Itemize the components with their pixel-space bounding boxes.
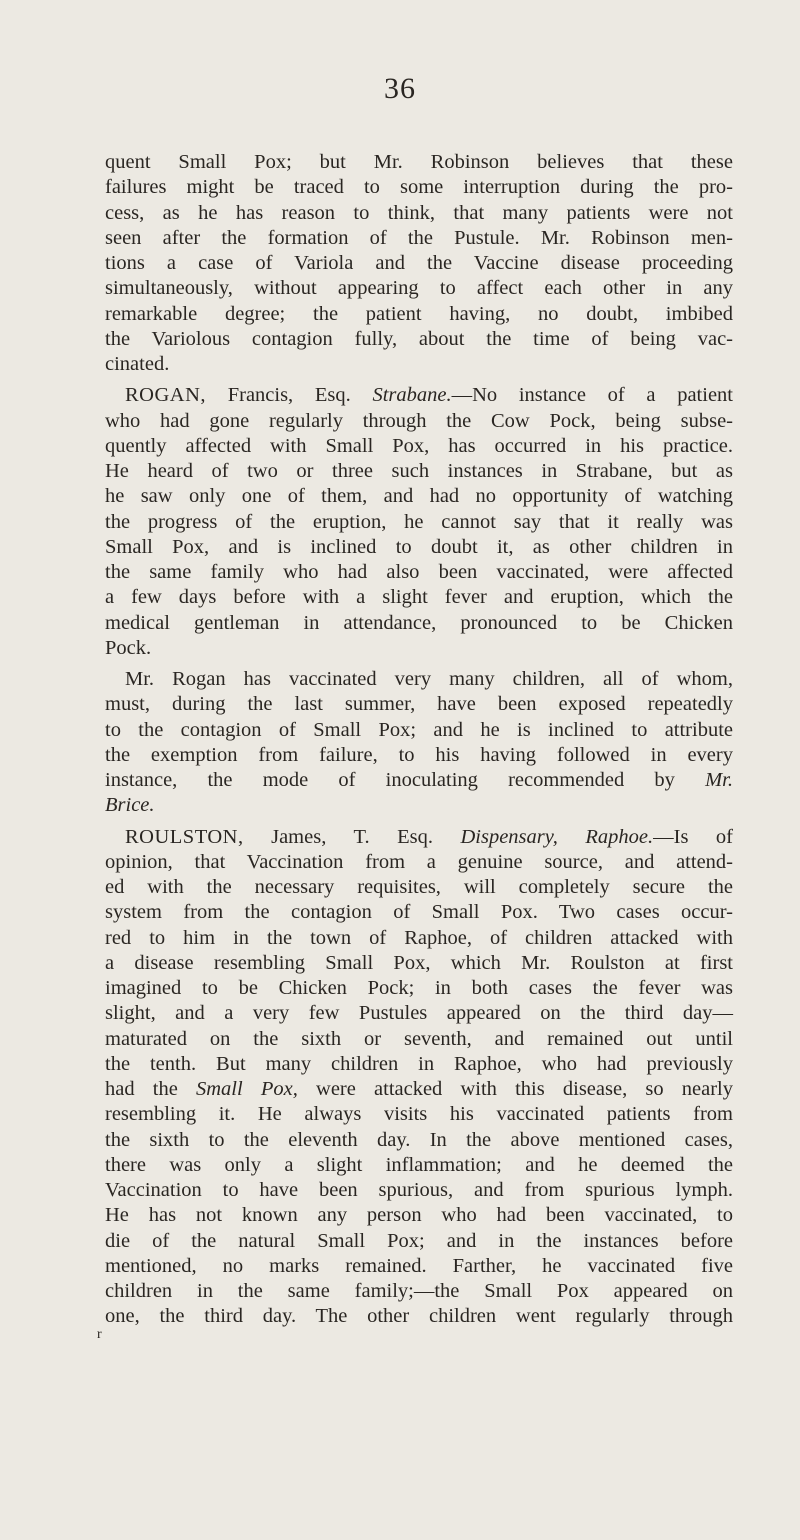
text-line: He has not known any person who had been vaccinated, to	[105, 1204, 733, 1227]
text-line: the sixth to the eleventh day. In the above mentioned cases,	[105, 1128, 733, 1151]
text-line: he saw only one of them, and had no opportunity of watching	[105, 485, 733, 508]
text-line: children in the same family;—the Small Pox appeared on	[105, 1280, 733, 1302]
entry-heading-line: ROGAN, Francis, Esq. Strabane.—No instance of a patient	[125, 384, 733, 407]
paragraph-rogan-vaccination	[105, 667, 733, 819]
text-line: maturated on the sixth or seventh, and remained out until	[105, 1027, 733, 1050]
text-line: Pock.	[105, 636, 152, 659]
text-line: the tenth. But many children in Raphoe, who had previously	[105, 1052, 733, 1075]
text-line: the same family who had also been vaccinated, were affected	[105, 561, 733, 583]
paragraph-robinson-continued	[105, 150, 733, 377]
text-line: quently affected with Small Pox, has occurred in his practice.	[105, 434, 733, 457]
entry-heading-line: ROULSTON, James, T. Esq. Dispensary, Raphoe.—Is of	[125, 825, 734, 848]
text-line: Vaccination to have been spurious, and from spurious lymph.	[105, 1179, 733, 1201]
text-line: Brice.	[105, 794, 155, 817]
text-line: ed with the necessary requisites, will completely secure the	[105, 876, 733, 898]
text-line: one, the third day. The other children went regularly through	[105, 1305, 733, 1328]
text-line: had the Small Pox, were attacked with this disease, so nearly	[105, 1078, 733, 1100]
text-line: must, during the last summer, have been exposed repeatedly	[105, 693, 733, 716]
text-line: Small Pox, and is inclined to doubt it, as other children in	[105, 535, 733, 558]
stray-print-mark: r	[97, 1327, 102, 1342]
text-line: remarkable degree; the patient having, no doubt, imbibed	[105, 302, 733, 325]
text-line: cinated.	[105, 353, 170, 375]
text-line: the Variolous contagion fully, about the time of being vac-	[105, 327, 733, 350]
text-line: failures might be traced to some interruption during the pro-	[105, 176, 733, 199]
text-line: a disease resembling Small Pox, which Mr. Roulston at first	[105, 951, 733, 974]
entry-name: ROGAN,	[125, 384, 207, 407]
text-line: He heard of two or three such instances in Strabane, but as	[105, 460, 733, 482]
text-line: to the contagion of Small Pox; and he is inclined to attribute	[105, 718, 733, 741]
text-line: instance, the mode of inoculating recommended by Mr.	[105, 769, 733, 791]
text-line: imagined to be Chicken Pock; in both cases the fever was	[105, 977, 733, 999]
body-text	[105, 150, 733, 1330]
text-line: cess, as he has reason to think, that many patients were not	[105, 201, 733, 224]
text-line: quent Small Pox; but Mr. Robinson believes that these	[105, 151, 733, 173]
text-line: mentioned, no marks remained. Farther, he vaccinated five	[105, 1254, 733, 1277]
paragraph-rogan	[105, 383, 733, 661]
text-line: die of the natural Small Pox; and in the instances before	[105, 1229, 733, 1252]
paragraph-roulston	[105, 825, 733, 1330]
page-number: 36	[384, 72, 416, 105]
text-line: medical gentleman in attendance, pronounced to be Chicken	[105, 611, 733, 634]
text-line: a few days before with a slight fever and eruption, which the	[105, 586, 733, 609]
text-line: who had gone regularly through the Cow Pock, being subse-	[105, 409, 733, 432]
text-line: the exemption from failure, to his having followed in every	[105, 743, 733, 766]
text-line: seen after the formation of the Pustule. Mr. Robinson men-	[105, 226, 733, 249]
text-line: slight, and a very few Pustules appeared on the third day—	[105, 1002, 733, 1025]
text-line: red to him in the town of Raphoe, of children attacked with	[105, 926, 733, 949]
entry-place: Strabane.	[372, 384, 452, 407]
text-line: tions a case of Variola and the Vaccine disease proceeding	[105, 252, 733, 274]
text-line: Mr. Rogan has vaccinated very many children, all of whom,	[125, 668, 733, 690]
text-line: resembling it. He always visits his vaccinated patients from	[105, 1103, 733, 1126]
text-line: system from the contagion of Small Pox. Two cases occur-	[105, 901, 733, 924]
entry-place: Dispensary, Raphoe.	[460, 825, 654, 848]
text-line: there was only a slight inflammation; and he deemed the	[105, 1153, 733, 1176]
text-line: opinion, that Vaccination from a genuine source, and attend-	[105, 850, 733, 873]
text-line: simultaneously, without appearing to affect each other in any	[105, 277, 733, 300]
text-line: the progress of the eruption, he cannot say that it really was	[105, 510, 733, 533]
entry-name: ROULSTON,	[125, 825, 244, 848]
